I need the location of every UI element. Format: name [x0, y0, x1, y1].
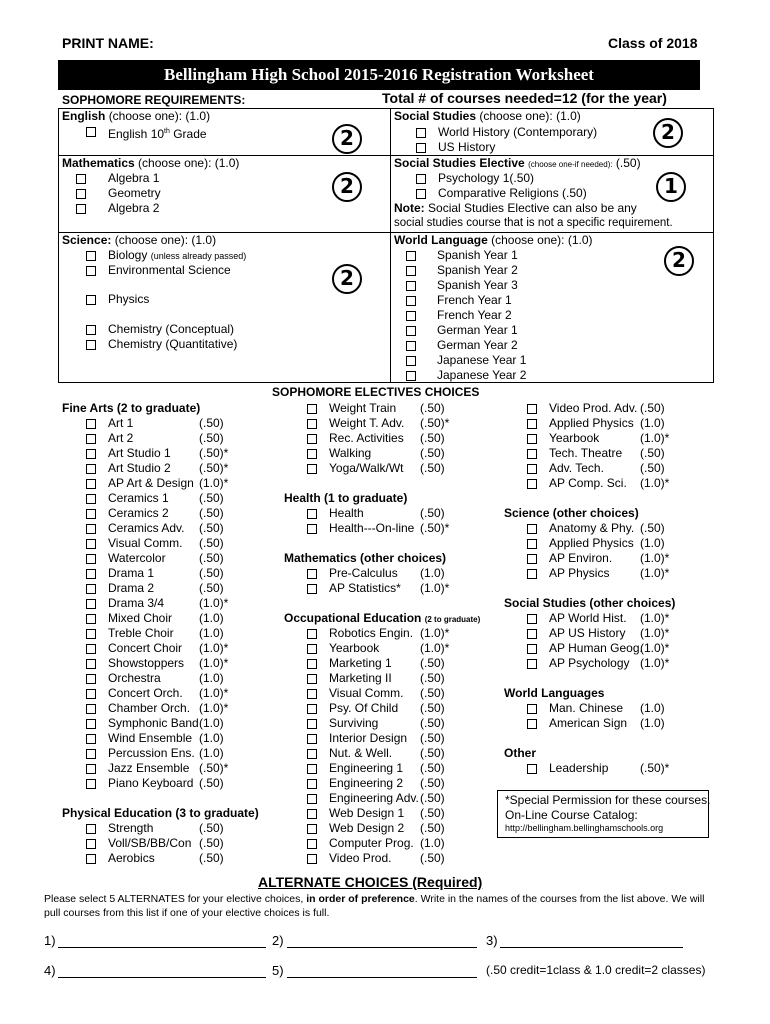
course-name: Video Prod. [329, 851, 392, 865]
checkbox[interactable] [527, 524, 537, 534]
course-credit: (1.0) [420, 566, 445, 580]
checkbox[interactable] [76, 204, 86, 214]
course-credit: (.50) [420, 686, 445, 700]
course-name: Voll/SB/BB/Con [108, 836, 192, 850]
checkbox[interactable] [406, 356, 416, 366]
course-credit: (1.0)* [640, 551, 670, 565]
course-credit: (.50) [420, 806, 445, 820]
course-name: AP Psychology [549, 656, 630, 670]
checkbox[interactable] [527, 539, 537, 549]
course-credit: (.50) [199, 416, 224, 430]
course-credit: (1.0)* [640, 566, 670, 580]
course-name: Engineering 2 [329, 776, 404, 790]
english-circled-number: 2 [332, 124, 362, 154]
checkbox[interactable] [307, 824, 317, 834]
checkbox[interactable] [527, 554, 537, 564]
checkbox[interactable] [527, 419, 537, 429]
course-credit: (.50) [640, 521, 665, 535]
pe-heading: Physical Education (3 to graduate) [62, 806, 259, 820]
course-name: Japanese Year 2 [437, 368, 527, 382]
course-credit: (.50) [420, 401, 445, 415]
checkbox[interactable] [527, 479, 537, 489]
course-name: Drama 2 [108, 581, 155, 595]
course-name: German Year 1 [437, 323, 518, 337]
course-name: Treble Choir [108, 626, 174, 640]
course-name: Piano Keyboard [108, 776, 194, 790]
checkbox[interactable] [86, 266, 96, 276]
checkbox[interactable] [86, 127, 96, 137]
catalog-link[interactable]: http://bellingham.bellinghamschools.org [505, 823, 664, 833]
checkbox[interactable] [406, 371, 416, 381]
checkbox[interactable] [86, 599, 96, 609]
course-credit: (.50) [199, 506, 224, 520]
checkbox[interactable] [86, 674, 96, 684]
checkbox[interactable] [86, 749, 96, 759]
checkbox[interactable] [86, 295, 96, 305]
checkbox[interactable] [307, 419, 317, 429]
checkbox[interactable] [76, 174, 86, 184]
course-credit: (.50) [199, 851, 224, 865]
course-credit: (1.0)* [640, 611, 670, 625]
science-other-heading: Science (other choices) [504, 506, 639, 520]
special-permission-note: *Special Permission for these courses. [505, 793, 711, 807]
course-name: Applied Physics [549, 536, 634, 550]
course-credit: (1.0) [640, 536, 665, 550]
course-credit: (1.0)* [199, 656, 229, 670]
course-credit: (1.0) [199, 716, 224, 730]
course-name: Weight T. Adv. [329, 416, 405, 430]
checkbox[interactable] [307, 689, 317, 699]
course-credit: (.50)* [199, 461, 229, 475]
course-credit: (1.0) [640, 416, 665, 430]
checkbox[interactable] [416, 174, 426, 184]
course-name: Mixed Choir [108, 611, 173, 625]
checkbox[interactable] [527, 449, 537, 459]
course-name: Concert Orch. [108, 686, 183, 700]
course-name: Art 2 [108, 431, 134, 445]
checkbox[interactable] [86, 479, 96, 489]
alt-4-label: 4) [44, 963, 56, 978]
course-name: Symphonic Band [108, 716, 199, 730]
print-name-label: PRINT NAME: [62, 35, 154, 51]
ss-elective-circled-number: 1 [656, 172, 686, 202]
course-name: AP Comp. Sci. [549, 476, 627, 490]
english-heading: English (choose one): (1.0) [62, 109, 211, 123]
course-credit: (.50) [420, 461, 445, 475]
course-credit: (.50) [420, 656, 445, 670]
course-credit: (.50) [420, 701, 445, 715]
course-name: Engineering 1 [329, 761, 404, 775]
special-permission-box [497, 790, 709, 838]
world-language-heading: World Language (choose one): (1.0) [394, 233, 593, 247]
ss-other-heading: Social Studies (other choices) [504, 596, 676, 610]
course-name: Rec. Activities [329, 431, 404, 445]
world-languages-heading: World Languages [504, 686, 605, 700]
alternates-heading: ALTERNATE CHOICES (Required) [258, 874, 483, 890]
sophomore-requirements-heading: SOPHOMORE REQUIREMENTS: [62, 93, 246, 107]
checkbox[interactable] [86, 839, 96, 849]
science-circled-number: 2 [332, 264, 362, 294]
course-credit: (.50)* [420, 521, 450, 535]
course-credit: (.50) [420, 761, 445, 775]
health-heading: Health (1 to graduate) [284, 491, 408, 505]
checkbox[interactable] [307, 449, 317, 459]
checkbox[interactable] [416, 128, 426, 138]
checkbox[interactable] [86, 325, 96, 335]
checkbox[interactable] [527, 764, 537, 774]
checkbox[interactable] [527, 614, 537, 624]
course-credit: (.50)* [420, 416, 450, 430]
checkbox[interactable] [307, 509, 317, 519]
checkbox[interactable] [86, 509, 96, 519]
checkbox[interactable] [307, 794, 317, 804]
course-name: Web Design 2 [329, 821, 405, 835]
course-credit: (1.0)* [420, 626, 450, 640]
checkbox[interactable] [307, 764, 317, 774]
course-name: Japanese Year 1 [437, 353, 527, 367]
course-name: Spanish Year 3 [437, 278, 518, 292]
course-credit: (1.0)* [640, 431, 670, 445]
checkbox[interactable] [86, 644, 96, 654]
course-name: Health---On-line [329, 521, 415, 535]
course-name: Applied Physics [549, 416, 634, 430]
course-name: Wind Ensemble [108, 731, 193, 745]
alt-1-label: 1) [44, 933, 56, 948]
ss-elective-note-2: social studies course that is not a specific requirement. [394, 217, 673, 229]
checkbox[interactable] [86, 779, 96, 789]
checkbox[interactable] [86, 629, 96, 639]
course-credit: (1.0)* [640, 476, 670, 490]
course-credit: (1.0)* [640, 656, 670, 670]
course-credit: (1.0) [199, 611, 224, 625]
checkbox[interactable] [527, 434, 537, 444]
checkbox[interactable] [416, 143, 426, 153]
course-credit: (.50) [420, 731, 445, 745]
checkbox[interactable] [307, 719, 317, 729]
course-name: Marketing 1 [329, 656, 392, 670]
course-name: Man. Chinese [549, 701, 624, 715]
course-name: AP Physics [549, 566, 610, 580]
course-name: French Year 1 [437, 293, 512, 307]
checkbox[interactable] [527, 569, 537, 579]
checkbox[interactable] [307, 734, 317, 744]
checkbox[interactable] [527, 629, 537, 639]
course-name: Percussion Ens. [108, 746, 195, 760]
checkbox[interactable] [307, 779, 317, 789]
math-heading: Mathematics (choose one): (1.0) [62, 156, 240, 170]
course-credit: (.50) [199, 821, 224, 835]
course-name: German Year 2 [437, 338, 518, 352]
course-credit: (.50) [420, 716, 445, 730]
course-credit: (1.0) [199, 671, 224, 685]
checkbox[interactable] [86, 494, 96, 504]
checkbox[interactable] [307, 704, 317, 714]
course-credit: (.50) [199, 521, 224, 535]
course-credit: (1.0)* [640, 626, 670, 640]
course-name: Engineering Adv. [329, 791, 419, 805]
course-credit: (1.0)* [199, 641, 229, 655]
checkbox[interactable] [86, 734, 96, 744]
social-studies-circled-number: 2 [653, 118, 683, 148]
course-name: AP Environ. [549, 551, 613, 565]
alt-5-label: 5) [272, 963, 284, 978]
course-credit: (.50) [199, 551, 224, 565]
alternates-instructions: Please select 5 ALTERNATES for your elective choices, in order of preference. Write in the names of the courses from the list above. We will [44, 893, 705, 905]
course-credit: (.50) [199, 581, 224, 595]
course-name: AP US History [549, 626, 626, 640]
course-name: Video Prod. Adv. [549, 401, 638, 415]
checkbox[interactable] [86, 719, 96, 729]
alt-2-field[interactable] [287, 933, 477, 948]
occupational-heading: Occupational Education (2 to graduate) [284, 611, 481, 625]
course-credit: (1.0)* [199, 686, 229, 700]
checkbox[interactable] [86, 419, 96, 429]
course-name: Yearbook [329, 641, 380, 655]
checkbox[interactable] [307, 569, 317, 579]
course-name: Watercolor [108, 551, 166, 565]
class-of-label: Class of 2018 [608, 35, 698, 51]
checkbox[interactable] [307, 629, 317, 639]
checkbox[interactable] [86, 584, 96, 594]
course-name: AP Human Geog. [549, 641, 643, 655]
world-language-circled-number: 2 [664, 246, 694, 276]
course-credit: (1.0)* [640, 641, 670, 655]
checkbox[interactable] [307, 854, 317, 864]
checkbox[interactable] [86, 539, 96, 549]
checkbox[interactable] [86, 764, 96, 774]
course-name: Web Design 1 [329, 806, 405, 820]
checkbox[interactable] [406, 311, 416, 321]
course-name: AP Statistics* [329, 581, 401, 595]
checkbox[interactable] [86, 569, 96, 579]
course-name: Weight Train [329, 401, 397, 415]
course-credit: (1.0) [640, 701, 665, 715]
course-credit: (.50) [420, 506, 445, 520]
course-credit: (.50) [420, 821, 445, 835]
checkbox[interactable] [86, 434, 96, 444]
course-name: Drama 3/4 [108, 596, 165, 610]
course-name: Ceramics Adv. [108, 521, 185, 535]
checkbox[interactable] [86, 824, 96, 834]
math-other-heading: Mathematics (other choices) [284, 551, 447, 565]
checkbox[interactable] [307, 404, 317, 414]
course-name: Strength [108, 821, 154, 835]
checkbox[interactable] [527, 644, 537, 654]
checkbox[interactable] [527, 704, 537, 714]
course-credit: (.50) [420, 851, 445, 865]
page-title: Bellingham High School 2015-2016 Registration Worksheet [58, 60, 700, 90]
course-credit: (.50) [199, 491, 224, 505]
course-name: Health [329, 506, 364, 520]
checkbox[interactable] [86, 251, 96, 261]
checkbox[interactable] [527, 659, 537, 669]
checkbox[interactable] [86, 340, 96, 350]
course-credit: (1.0)* [199, 596, 229, 610]
course-credit: (1.0) [199, 746, 224, 760]
course-credit: (.50) [420, 746, 445, 760]
course-name: Anatomy & Phy. [549, 521, 635, 535]
course-credit: (1.0)* [420, 581, 450, 595]
course-credit: (.50)* [199, 446, 229, 460]
course-credit: (.50) [420, 446, 445, 460]
course-credit: (1.0) [420, 836, 445, 850]
checkbox[interactable] [86, 449, 96, 459]
checkbox[interactable] [86, 524, 96, 534]
course-credit: (.50) [420, 776, 445, 790]
course-credit: (.50) [640, 461, 665, 475]
checkbox[interactable] [86, 689, 96, 699]
checkbox[interactable] [406, 341, 416, 351]
course-credit: (.50) [199, 566, 224, 580]
checkbox[interactable] [307, 524, 317, 534]
course-credit: (.50) [420, 431, 445, 445]
course-credit: (.50)* [199, 761, 229, 775]
course-name: Art Studio 1 [108, 446, 171, 460]
course-name: Psy. Of Child [329, 701, 399, 715]
course-credit: (.50) [199, 431, 224, 445]
checkbox[interactable] [307, 839, 317, 849]
course-name: Adv. Tech. [549, 461, 604, 475]
checkbox[interactable] [406, 326, 416, 336]
course-credit: (1.0)* [199, 701, 229, 715]
social-studies-heading: Social Studies (choose one): (1.0) [394, 109, 581, 123]
checkbox[interactable] [76, 189, 86, 199]
course-name: Computer Prog. [329, 836, 414, 850]
course-credit: (.50) [199, 536, 224, 550]
alternates-instructions-2: pull courses from this list if one of your elective choices is full. [44, 907, 330, 919]
course-name: Nut. & Well. [329, 746, 393, 760]
course-name: AP World Hist. [549, 611, 627, 625]
checkbox[interactable] [307, 584, 317, 594]
course-name: Ceramics 1 [108, 491, 169, 505]
course-name: Leadership [549, 761, 609, 775]
course-name: Yoga/Walk/Wt [329, 461, 404, 475]
course-name: Interior Design [329, 731, 408, 745]
checkbox[interactable] [307, 809, 317, 819]
checkbox[interactable] [527, 404, 537, 414]
checkbox[interactable] [307, 749, 317, 759]
checkbox[interactable] [307, 659, 317, 669]
course-credit: (1.0) [640, 716, 665, 730]
checkbox[interactable] [86, 704, 96, 714]
course-name: Art 1 [108, 416, 134, 430]
course-name: Pre-Calculus [329, 566, 398, 580]
checkbox[interactable] [406, 296, 416, 306]
course-name: Spanish Year 1 [437, 248, 518, 262]
course-name: Tech. Theatre [549, 446, 623, 460]
checkbox[interactable] [406, 251, 416, 261]
checkbox[interactable] [307, 644, 317, 654]
course-credit: (.50) [420, 791, 445, 805]
course-credit: (.50) [640, 401, 665, 415]
ss-elective-heading: Social Studies Elective (choose one-if needed): (.50) [394, 156, 641, 170]
course-name: Robotics Engin. [329, 626, 414, 640]
course-name: Ceramics 2 [108, 506, 169, 520]
course-name: AP Art & Design [108, 476, 194, 490]
catalog-label: On-Line Course Catalog: [505, 808, 638, 822]
course-name: Showstoppers [108, 656, 185, 670]
course-credit: (1.0)* [199, 476, 229, 490]
course-credit: (.50) [199, 776, 224, 790]
course-name: Aerobics [108, 851, 155, 865]
checkbox[interactable] [307, 674, 317, 684]
credit-note: (.50 credit=1class & 1.0 credit=2 classes) [486, 963, 706, 977]
course-name: Art Studio 2 [108, 461, 171, 475]
alt-3-label: 3) [486, 933, 498, 948]
course-name: Visual Comm. [329, 686, 404, 700]
checkbox[interactable] [416, 189, 426, 199]
fine-arts-heading: Fine Arts (2 to graduate) [62, 401, 201, 415]
electives-heading: SOPHOMORE ELECTIVES CHOICES [272, 385, 480, 399]
checkbox[interactable] [307, 434, 317, 444]
course-name: Chamber Orch. [108, 701, 191, 715]
checkbox[interactable] [527, 464, 537, 474]
course-credit: (1.0) [199, 626, 224, 640]
course-name: French Year 2 [437, 308, 512, 322]
course-name: Spanish Year 2 [437, 263, 518, 277]
course-credit: (.50) [420, 671, 445, 685]
checkbox[interactable] [86, 854, 96, 864]
alt-4-field[interactable] [58, 963, 266, 978]
course-credit: (.50) [199, 836, 224, 850]
checkbox[interactable] [86, 464, 96, 474]
checkbox[interactable] [86, 659, 96, 669]
total-courses-needed: Total # of courses needed=12 (for the year) [382, 90, 667, 106]
course-name: American Sign [549, 716, 628, 730]
course-credit: (.50) [640, 446, 665, 460]
alt-3-field[interactable] [500, 933, 683, 948]
checkbox[interactable] [527, 719, 537, 729]
course-name: Visual Comm. [108, 536, 183, 550]
course-name: Walking [329, 446, 372, 460]
course-name: Drama 1 [108, 566, 155, 580]
course-name: Yearbook [549, 431, 600, 445]
checkbox[interactable] [86, 554, 96, 564]
math-circled-number: 2 [332, 172, 362, 202]
course-name: Orchestra [108, 671, 161, 685]
course-credit: (1.0)* [420, 641, 450, 655]
science-heading: Science: (choose one): (1.0) [62, 233, 217, 247]
other-heading: Other [504, 746, 537, 760]
checkbox[interactable] [307, 464, 317, 474]
checkbox[interactable] [406, 281, 416, 291]
checkbox[interactable] [406, 266, 416, 276]
course-credit: (1.0) [199, 731, 224, 745]
course-credit: (.50)* [640, 761, 670, 775]
course-name: Marketing II [329, 671, 392, 685]
ss-elective-note: Note: Social Studies Elective can also be any [394, 201, 637, 215]
course-name: Surviving [329, 716, 379, 730]
grid-divider [390, 108, 391, 383]
checkbox[interactable] [86, 614, 96, 624]
course-name: Concert Choir [108, 641, 183, 655]
course-name: Jazz Ensemble [108, 761, 190, 775]
alt-5-field[interactable] [287, 963, 477, 978]
alt-2-label: 2) [272, 933, 284, 948]
alt-1-field[interactable] [58, 933, 266, 948]
